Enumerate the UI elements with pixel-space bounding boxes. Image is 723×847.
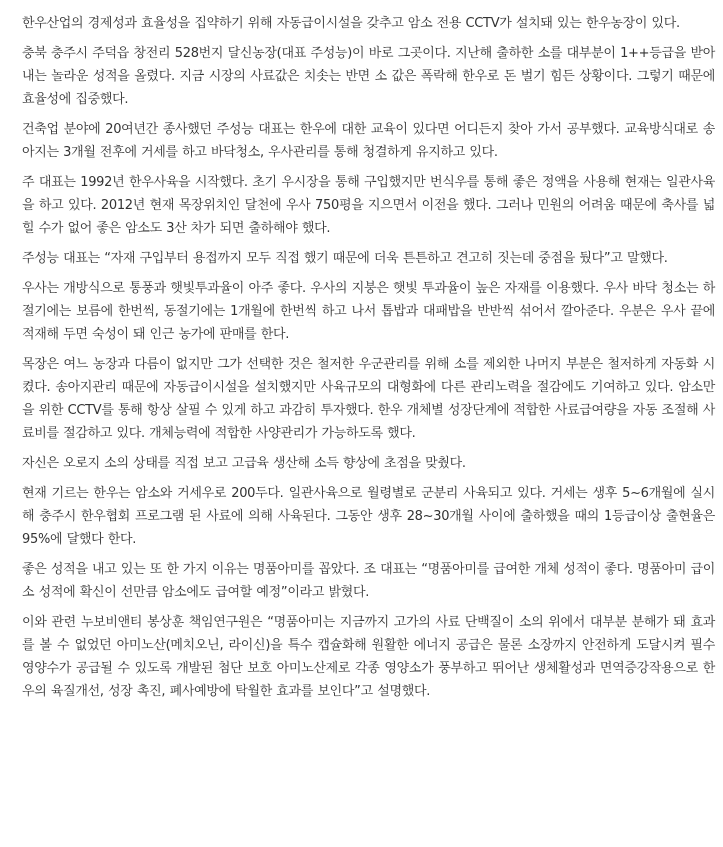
article-paragraph: 자신은 오로지 소의 상태를 직접 보고 고급육 생산해 소득 향상에 초점을 맞췄다. [22, 456, 466, 471]
article-paragraph: 주 대표는 1992년 한우사육을 시작했다. 초기 우시장을 통해 구입했지만 번식우를 통해 좋은 정액을 사용해 현재는 일관사육을 하고 있다. 2012년 현재 목장위치인 달천에 우사 750평을 지으면서 이전을 했다. 그러나 민원의 어려움 때문에 축사를 넓힐 수가 없어 좋은 암소도 3산 차가 되면 출하해야 했다. [22, 175, 715, 236]
article-paragraph: 한우산업의 경제성과 효율성을 집약하기 위해 자동급이시설을 갖추고 암소 전용 CCTV가 설치돼 있는 한우농장이 있다. [22, 16, 680, 31]
article-paragraph: 충북 충주시 주덕읍 창전리 528번지 달신농장(대표 주성능)이 바로 그곳이다. 지난해 출하한 소를 대부분이 1++등급을 받아내는 놀라운 성적을 올렸다. 지금 시장의 사료값은 치솟는 반면 소 값은 폭락해 한우로 돈 벌기 힘든 상황이다. 그렇기 때문에 효율성에 집중했다. [22, 46, 715, 107]
article-paragraph: 현재 기르는 한우는 암소와 거세우로 200두다. 일관사육으로 월령별로 군분리 사육되고 있다. 거세는 생후 5~6개월에 실시해 충주시 한우협회 프로그램 된 사료에 의해 사육된다. 그동안 생후 28~30개월 사이에 출하했을 때의 1등급이상 출현율은 95%에 달했다 한다. [22, 486, 715, 547]
article-paragraph: 이와 관련 누보비앤티 봉상훈 책임연구원은 “명품아미는 지금까지 고가의 사료 단백질이 소의 위에서 대부분 분해가 돼 효과를 볼 수 없었던 아미노산(메치오닌, 라이신)을 특수 캡슐화해 원활한 에너지 공급은 물론 소장까지 안전하게 도달시켜 필수 영양수가 공급될 수 있도록 개발된 첨단 보호 아미노산제로 각종 영양소가 풍부하고 뛰어난 생체활성과 면역증강작용으로 한우의 육질개선, 성장 촉진, 폐사예방에 탁월한 효과를 보인다”고 설명했다. [22, 615, 715, 699]
article-paragraph: 우사는 개방식으로 통풍과 햇빛투과율이 아주 좋다. 우사의 지붕은 햇빛 투과율이 높은 자재를 이용했다. 우사 바닥 청소는 하절기에는 보름에 한번씩, 동절기에는 1개월에 한번씩 하고 나서 톱밥과 대패밥을 반반씩 섞어서 깔아준다. 우분은 우사 끝에 적재해 두면 숙성이 돼 인근 농가에 판매를 한다. [22, 281, 715, 342]
article-paragraph: 좋은 성적을 내고 있는 또 한 가지 이유는 명품아미를 꼽았다. 조 대표는 “명품아미를 급여한 개체 성적이 좋다. 명품아미 급이 소 성적에 확신이 선만큼 암소에도 급여할 예정”이라고 밝혔다. [22, 562, 715, 600]
article-paragraph: 목장은 여느 농장과 다름이 없지만 그가 선택한 것은 철저한 우군관리를 위해 소를 제외한 나머지 부분은 철저하게 자동화 시켰다. 송아지관리 때문에 자동급이시설을 설치했지만 사육규모의 대형화에 다른 관리노력을 절감에도 기여하고 있다. 암소만을 위한 CCTV를 통해 항상 살필 수 있게 하고 과감히 투자했다. 한우 개체별 성장단계에 적합한 사료급여량을 자동 조절해 사료비를 절감하고 있다. 개체능력에 적합한 사양관리가 가능하도록 했다. [22, 357, 715, 441]
article-paragraph: 주성능 대표는 “자재 구입부터 용접까지 모두 직접 했기 때문에 더욱 튼튼하고 견고히 짓는데 중점을 뒀다”고 말했다. [22, 251, 668, 266]
article-paragraph: 건축업 분야에 20여년간 종사했던 주성능 대표는 한우에 대한 교육이 있다면 어디든지 찾아 가서 공부했다. 교육방식대로 송아지는 3개월 전후에 거세를 하고 바닥청소, 우사관리를 통해 청결하게 유지하고 있다. [22, 122, 715, 160]
